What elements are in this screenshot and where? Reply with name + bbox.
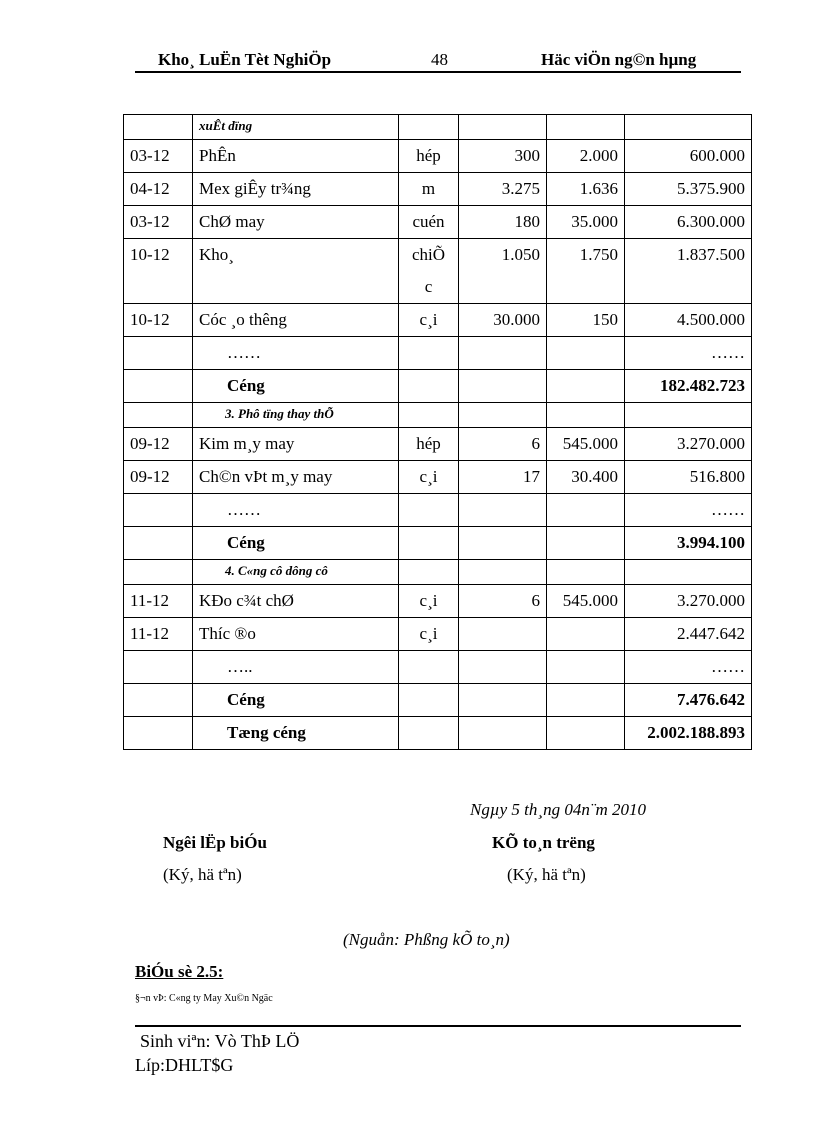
table-row: [124, 206, 752, 239]
qty-cell: 3.275: [459, 173, 547, 206]
date-cell: [124, 684, 193, 717]
table-row: [124, 173, 752, 206]
amount-cell: 4.500.000: [625, 304, 752, 337]
amount-cell: [625, 560, 752, 585]
unit-line: §¬n vÞ: C«ng ty May Xu©n Ngäc: [135, 993, 273, 1004]
table-row: [124, 527, 752, 560]
name-cell: ……: [193, 337, 399, 370]
chief-accountant-sign-note: (Ký, hä tªn): [507, 865, 586, 884]
amount-cell: ……: [625, 651, 752, 684]
amount-cell: 182.482.723: [625, 370, 752, 403]
unit-cell: c¸i: [399, 618, 459, 651]
name-cell: Ch©n vÞt m¸y may: [193, 461, 399, 494]
amount-cell: 3.994.100: [625, 527, 752, 560]
price-cell: [547, 494, 625, 527]
date-cell: 09-12: [124, 461, 193, 494]
table-row: [124, 428, 752, 461]
amount-cell: 1.837.500: [625, 239, 752, 304]
unit-cell: [399, 527, 459, 560]
price-cell: 2.000: [547, 140, 625, 173]
price-cell: [547, 527, 625, 560]
qty-cell: [459, 618, 547, 651]
qty-cell: [459, 560, 547, 585]
table-row: [124, 337, 752, 370]
table-row: [124, 461, 752, 494]
qty-cell: 30.000: [459, 304, 547, 337]
unit-cell: cuén: [399, 206, 459, 239]
date-cell: [124, 717, 193, 750]
unit-cell: m: [399, 173, 459, 206]
unit-cell: chiÕ c: [399, 239, 459, 304]
unit-cell: [399, 494, 459, 527]
table-row: [124, 140, 752, 173]
qty-cell: [459, 684, 547, 717]
date-cell: [124, 651, 193, 684]
table-row: [124, 239, 752, 304]
table-row: [124, 585, 752, 618]
date-cell: [124, 560, 193, 585]
price-cell: [547, 337, 625, 370]
amount-cell: 5.375.900: [625, 173, 752, 206]
footer-divider: [135, 1025, 741, 1027]
date-cell: 09-12: [124, 428, 193, 461]
qty-cell: 1.050: [459, 239, 547, 304]
price-cell: 545.000: [547, 585, 625, 618]
date-cell: [124, 337, 193, 370]
date-cell: [124, 494, 193, 527]
name-cell: Tæng céng: [193, 717, 399, 750]
qty-cell: [459, 115, 547, 140]
header-divider: [135, 71, 741, 73]
ledger-table: [123, 114, 752, 750]
table-row: [124, 618, 752, 651]
date-cell: 10-12: [124, 304, 193, 337]
amount-cell: 7.476.642: [625, 684, 752, 717]
price-cell: 1.750: [547, 239, 625, 304]
price-cell: [547, 651, 625, 684]
amount-cell: 2.447.642: [625, 618, 752, 651]
amount-cell: ……: [625, 494, 752, 527]
amount-cell: 600.000: [625, 140, 752, 173]
qty-cell: 6: [459, 585, 547, 618]
name-cell: Kim m¸y may: [193, 428, 399, 461]
table-row: [124, 403, 752, 428]
name-cell: ……: [193, 494, 399, 527]
unit-cell: c¸i: [399, 585, 459, 618]
price-cell: [547, 560, 625, 585]
amount-cell: [625, 403, 752, 428]
name-cell: Cóc ¸o thêng: [193, 304, 399, 337]
amount-cell: 2.002.188.893: [625, 717, 752, 750]
source-note: (Nguån: Phßng kÕ to¸n): [343, 930, 510, 949]
name-cell: Mex giÊy tr¾ng: [193, 173, 399, 206]
unit-cell: [399, 651, 459, 684]
name-cell: PhÊn: [193, 140, 399, 173]
date-cell: 10-12: [124, 239, 193, 304]
price-cell: 35.000: [547, 206, 625, 239]
table-row: [124, 560, 752, 585]
footer-student: Sinh viªn: Vò ThÞ LÖ: [140, 1031, 300, 1051]
date-cell: [124, 527, 193, 560]
qty-cell: [459, 527, 547, 560]
table-row: [124, 717, 752, 750]
price-cell: 545.000: [547, 428, 625, 461]
qty-cell: [459, 337, 547, 370]
amount-cell: ……: [625, 337, 752, 370]
name-cell: Kho¸: [193, 239, 399, 304]
price-cell: [547, 115, 625, 140]
date-cell: [124, 115, 193, 140]
price-cell: 30.400: [547, 461, 625, 494]
amount-cell: 3.270.000: [625, 585, 752, 618]
table-row: [124, 115, 752, 140]
table-row: [124, 370, 752, 403]
header-left-title: Kho¸ LuËn Tèt NghiÖp: [158, 50, 332, 69]
qty-cell: [459, 370, 547, 403]
qty-cell: [459, 403, 547, 428]
name-cell: xuÊt dïng: [193, 115, 399, 140]
unit-cell: [399, 403, 459, 428]
amount-cell: [625, 115, 752, 140]
date-cell: [124, 403, 193, 428]
preparer-title: Ngêi lËp biÓu: [163, 833, 267, 852]
amount-cell: 6.300.000: [625, 206, 752, 239]
name-cell: KÐo c¾t chØ: [193, 585, 399, 618]
qty-cell: 300: [459, 140, 547, 173]
unit-cell: hép: [399, 140, 459, 173]
unit-cell: [399, 115, 459, 140]
unit-cell: [399, 370, 459, 403]
header-page-number: 48: [431, 50, 448, 69]
price-cell: [547, 403, 625, 428]
amount-cell: 516.800: [625, 461, 752, 494]
qty-cell: 17: [459, 461, 547, 494]
name-cell: ChØ may: [193, 206, 399, 239]
qty-cell: [459, 651, 547, 684]
date-cell: 11-12: [124, 618, 193, 651]
date-cell: 04-12: [124, 173, 193, 206]
date-cell: 03-12: [124, 140, 193, 173]
price-cell: [547, 618, 625, 651]
header-right-title: Häc viÖn ng©n hµng: [541, 50, 697, 69]
unit-cell: [399, 337, 459, 370]
date-cell: 11-12: [124, 585, 193, 618]
name-cell: Céng: [193, 527, 399, 560]
unit-cell: c¸i: [399, 461, 459, 494]
price-cell: 1.636: [547, 173, 625, 206]
qty-cell: 180: [459, 206, 547, 239]
table-row: [124, 494, 752, 527]
form-label: BiÓu sè 2.5:: [135, 962, 224, 981]
name-cell: 4. C«ng cô dông cô: [193, 560, 399, 585]
chief-accountant-title: KÕ to¸n trëng: [492, 833, 595, 852]
qty-cell: 6: [459, 428, 547, 461]
price-cell: 150: [547, 304, 625, 337]
name-cell: Céng: [193, 370, 399, 403]
footer-class: Líp:DHLT$G: [135, 1055, 234, 1075]
unit-cell: hép: [399, 428, 459, 461]
name-cell: Céng: [193, 684, 399, 717]
unit-cell: [399, 560, 459, 585]
qty-cell: [459, 494, 547, 527]
price-cell: [547, 684, 625, 717]
unit-cell: [399, 684, 459, 717]
table-row: [124, 304, 752, 337]
price-cell: [547, 370, 625, 403]
date-line: Ngµy 5 th¸ng 04n¨m 2010: [470, 800, 647, 819]
preparer-sign-note: (Ký, hä tªn): [163, 865, 242, 884]
date-cell: [124, 370, 193, 403]
price-cell: [547, 717, 625, 750]
qty-cell: [459, 717, 547, 750]
amount-cell: 3.270.000: [625, 428, 752, 461]
date-cell: 03-12: [124, 206, 193, 239]
name-cell: Thíc ®o: [193, 618, 399, 651]
unit-cell: [399, 717, 459, 750]
table-row: [124, 684, 752, 717]
unit-cell: c¸i: [399, 304, 459, 337]
name-cell: …..: [193, 651, 399, 684]
table-row: [124, 651, 752, 684]
name-cell: 3. Phô tïng thay thÕ: [193, 403, 399, 428]
